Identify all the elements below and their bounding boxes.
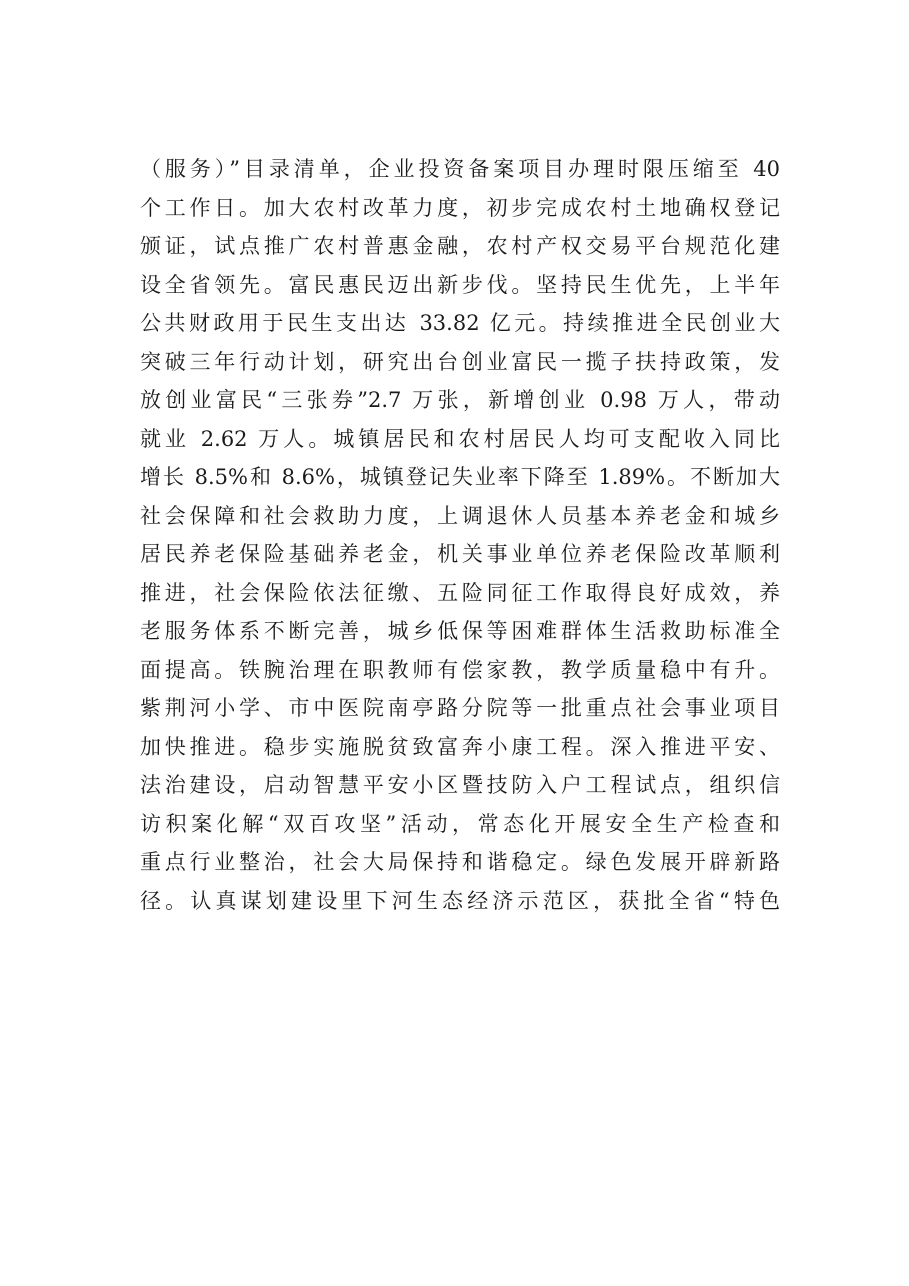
text-line: 紫荆河小学、市中医院南亭路分院等一批重点社会事业项目 bbox=[140, 696, 780, 720]
text-line: 老服务体系不断完善，城乡低保等困难群体生活救助标准全 bbox=[140, 619, 780, 643]
text-line: 设全省领先。富民惠民迈出新步伐。坚持民生优先，上半年 bbox=[140, 272, 780, 297]
text-line: 社会保障和社会救助力度，上调退休人员基本养老金和城乡 bbox=[140, 503, 780, 528]
text-line: 个工作日。加大农村改革力度，初步完成农村土地确权登记 bbox=[140, 195, 780, 220]
text-line: 面提高。铁腕治理在职教师有偿家教，教学质量稳中有升。 bbox=[140, 657, 780, 682]
body-paragraph bbox=[140, 150, 780, 920]
text-line: 重点行业整治，社会大局保持和谐稳定。绿色发展开辟新路 bbox=[140, 850, 780, 874]
text-line: 公共财政用于民生支出达 33.82 亿元。持续推进全民创业大 bbox=[140, 311, 780, 335]
text-line: 加快推进。稳步实施脱贫致富奔小康工程。深入推进平安、 bbox=[140, 734, 780, 759]
text-line: 突破三年行动计划，研究出台创业富民一揽子扶持政策，发 bbox=[140, 349, 780, 374]
text-line: 就业 2.62 万人。城镇居民和农村居民人均可支配收入同比 bbox=[140, 426, 780, 451]
text-line: （服务）”目录清单，企业投资备案项目办理时限压缩至 40 bbox=[140, 157, 780, 181]
text-line: 推进，社会保险依法征缴、五险同征工作取得良好成效，养 bbox=[140, 580, 780, 605]
text-line: 径。认真谋划建设里下河生态经济示范区，获批全省“特色 bbox=[140, 888, 780, 913]
text-line: 法治建设，启动智慧平安小区暨技防入户工程试点，组织信 bbox=[140, 773, 780, 797]
text-line: 增长 8.5%和 8.6%，城镇登记失业率下降至 1.89%。不断加大 bbox=[140, 465, 780, 489]
text-line: 放创业富民“三张券”2.7 万张，新增创业 0.98 万人，带动 bbox=[140, 388, 780, 412]
text-line: 访积案化解“双百攻坚”活动，常态化开展安全生产检查和 bbox=[140, 811, 780, 836]
text-line: 颁证，试点推广农村普惠金融，农村产权交易平台规范化建 bbox=[140, 234, 780, 258]
text-line: 居民养老保险基础养老金，机关事业单位养老保险改革顺利 bbox=[140, 542, 780, 566]
